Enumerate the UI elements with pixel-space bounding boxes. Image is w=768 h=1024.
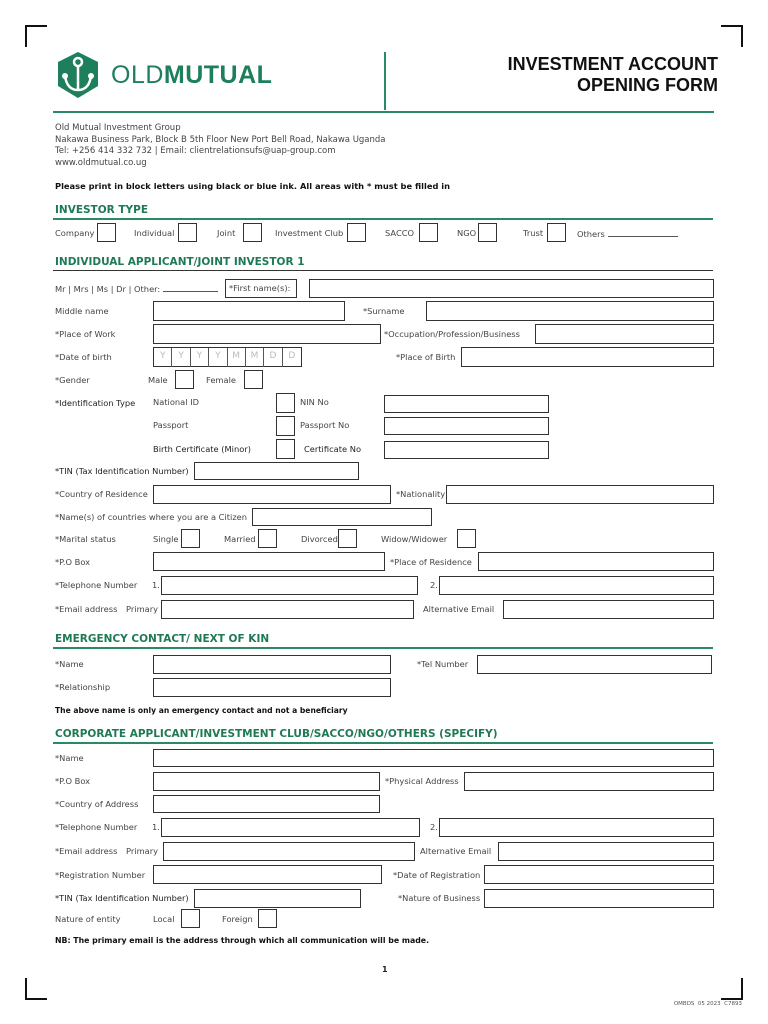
investor-type-label: Joint (217, 228, 236, 238)
investor-type-label: SACCO (385, 228, 415, 238)
tin-label: *TIN (Tax Identification Number) (55, 466, 189, 476)
gender-label: *Gender (55, 375, 90, 385)
physical-address-input[interactable] (464, 772, 714, 791)
corporate-telephone-2-input[interactable] (439, 818, 714, 837)
investor-type-label: NGO (457, 228, 477, 238)
citizen-countries-input[interactable] (252, 508, 432, 526)
place-of-residence-label: *Place of Residence (390, 557, 472, 567)
emergency-tel-input[interactable] (477, 655, 712, 674)
country-of-residence-input[interactable] (153, 485, 391, 504)
address-line: Tel: +256 414 332 732 | Email: clientrelationsufs@uap-group.com (55, 146, 336, 157)
others-underline[interactable] (608, 227, 678, 237)
registration-number-input[interactable] (153, 865, 382, 884)
checkbox-divorced[interactable] (338, 529, 357, 548)
occupation-input[interactable] (535, 324, 714, 344)
telephone-1-input[interactable] (161, 576, 418, 595)
registration-date-input[interactable] (484, 865, 714, 884)
checkbox-foreign[interactable] (258, 909, 277, 928)
marital-option-label: Divorced (301, 534, 338, 544)
passport-no-label: Passport No (300, 420, 350, 430)
dob-year-cell[interactable]: Y (172, 348, 190, 367)
marital-option-label: Widow/Widower (381, 534, 448, 544)
nationality-label: *Nationality (396, 489, 446, 499)
corporate-telephone-1-input[interactable] (161, 818, 420, 837)
corporate-name-input[interactable] (153, 749, 714, 767)
checkbox-widowed[interactable] (457, 529, 476, 548)
crop-mark-bottom-left (25, 978, 47, 1000)
first-name-label: *First name(s): (225, 279, 297, 298)
checkbox-female[interactable] (244, 370, 263, 389)
logo-text-mutual: MUTUAL (163, 60, 273, 89)
corporate-telephone-2-label: 2. (430, 822, 438, 832)
address-line: Nakawa Business Park, Block B 5th Floor New Port Bell Road, Nakawa Uganda (55, 134, 386, 145)
salutation-other-underline[interactable] (163, 282, 218, 292)
marital-option-label: Single (153, 534, 179, 544)
po-box-input[interactable] (153, 552, 385, 571)
nature-of-entity-label: Nature of entity (55, 914, 121, 924)
telephone-2-label: 2. (430, 580, 438, 590)
section-rule (53, 647, 713, 649)
passport-label: Passport (153, 420, 189, 430)
salutation-label: Mr | Mrs | Ms | Dr | Other: (55, 284, 161, 294)
certificate-no-input[interactable] (384, 441, 549, 459)
form-code: OMBDS 05 2023 C7893 (673, 1001, 742, 1007)
header-rule (53, 111, 714, 113)
corporate-po-box-label: *P.O Box (55, 776, 91, 786)
checkbox-married[interactable] (258, 529, 277, 548)
anchor-shield-icon (53, 50, 103, 100)
header-divider (384, 52, 386, 110)
telephone-1-label: 1. (152, 580, 160, 590)
corporate-alternative-email-label: Alternative Email (420, 846, 492, 856)
checkbox-male[interactable] (175, 370, 194, 389)
alternative-email-input[interactable] (503, 600, 714, 619)
marital-status-label: *Marital status (55, 534, 116, 544)
female-label: Female (206, 375, 236, 385)
first-name-input[interactable] (309, 279, 714, 298)
logo-text-old: OLD (111, 60, 164, 89)
dob-year-cell[interactable]: Y (209, 348, 227, 367)
middle-name-label: Middle name (55, 306, 109, 316)
telephone-2-input[interactable] (439, 576, 714, 595)
country-of-residence-label: *Country of Residence (55, 489, 148, 499)
checkbox-company[interactable] (97, 223, 116, 242)
dob-day-cell[interactable]: D (264, 348, 282, 367)
dob-label: *Date of birth (55, 352, 112, 362)
section-heading-corporate: CORPORATE APPLICANT/INVESTMENT CLUB/SACCO/NGO/OTHERS (SPECIFY) (55, 728, 498, 740)
primary-email-note: NB: The primary email is the address through which all communication will be made. (55, 936, 430, 945)
crop-mark-bottom-right (721, 978, 743, 1000)
place-of-work-label: *Place of Work (55, 329, 116, 339)
nature-of-business-input[interactable] (484, 889, 714, 908)
emergency-tel-label: *Tel Number (417, 659, 469, 669)
local-label: Local (153, 914, 175, 924)
nature-of-business-label: *Nature of Business (398, 893, 481, 903)
nin-no-label: NIN No (300, 397, 329, 407)
investor-type-label: Company (55, 228, 95, 238)
checkbox-birth-certificate[interactable] (276, 439, 295, 459)
section-rule (53, 742, 713, 744)
emergency-name-label: *Name (55, 659, 84, 669)
telephone-label: *Telephone Number (55, 580, 138, 590)
emergency-name-input[interactable] (153, 655, 391, 674)
alternative-email-label: Alternative Email (423, 604, 495, 614)
dob-month-cell[interactable]: M (228, 348, 246, 367)
corporate-alternative-email-input[interactable] (498, 842, 714, 861)
tin-input[interactable] (194, 462, 359, 480)
company-address (55, 123, 386, 169)
checkbox-individual[interactable] (178, 223, 197, 242)
passport-no-input[interactable] (384, 417, 549, 435)
occupation-label: *Occupation/Profession/Business (384, 329, 520, 339)
id-type-label: *Identification Type (55, 398, 136, 408)
old-mutual-logo (53, 50, 272, 100)
surname-input[interactable] (426, 301, 714, 321)
dob-year-cell[interactable]: Y (154, 348, 172, 367)
corporate-name-label: *Name (55, 753, 84, 763)
checkbox-ngo[interactable] (478, 223, 497, 242)
primary-email-label: Primary (126, 604, 159, 614)
checkbox-national-id[interactable] (276, 393, 295, 413)
corporate-primary-email-label: Primary (126, 846, 159, 856)
birth-certificate-label: Birth Certificate (Minor) (153, 444, 251, 454)
section-heading-individual: INDIVIDUAL APPLICANT/JOINT INVESTOR 1 (55, 256, 305, 268)
marital-option-label: Married (224, 534, 256, 544)
dob-day-cell[interactable]: D (288, 351, 296, 361)
male-label: Male (148, 375, 168, 385)
place-of-birth-input[interactable] (461, 347, 714, 367)
relationship-input[interactable] (153, 678, 391, 697)
crop-mark-top-left (25, 25, 47, 47)
crop-mark-top-right (721, 25, 743, 47)
corporate-telephone-1-label: 1. (152, 822, 160, 832)
surname-label: *Surname (363, 306, 405, 316)
corporate-telephone-label: *Telephone Number (55, 822, 138, 832)
investor-type-label: Trust (523, 228, 544, 238)
registration-number-label: *Registration Number (55, 870, 146, 880)
website-link[interactable]: www.oldmutual.co.ug (55, 157, 147, 168)
nin-no-input[interactable] (384, 395, 549, 413)
checkbox-passport[interactable] (276, 416, 295, 436)
po-box-label: *P.O Box (55, 557, 91, 567)
country-of-address-label: *Country of Address (55, 799, 139, 809)
salutation-field[interactable] (55, 282, 218, 295)
foreign-label: Foreign (222, 914, 253, 924)
nationality-input[interactable] (446, 485, 714, 504)
registration-date-label: *Date of Registration (393, 870, 481, 880)
place-of-birth-label: *Place of Birth (396, 352, 456, 362)
dob-month-cell[interactable]: M (246, 348, 264, 367)
dob-year-cell[interactable]: Y (191, 348, 209, 367)
section-heading-investor-type: INVESTOR TYPE (55, 204, 149, 216)
others-field[interactable] (577, 227, 678, 240)
checkbox-trust[interactable] (547, 223, 566, 242)
investor-type-label: Individual (134, 228, 175, 238)
title-line-2: OPENING FORM (576, 75, 718, 95)
national-id-label: National ID (153, 397, 200, 407)
title-line-1: INVESTMENT ACCOUNT (507, 54, 718, 74)
place-of-work-input[interactable] (153, 324, 381, 344)
checkbox-local[interactable] (181, 909, 200, 928)
dob-input[interactable] (153, 347, 302, 367)
certificate-no-label: Certificate No (304, 444, 362, 454)
address-line: Old Mutual Investment Group (55, 123, 181, 133)
corporate-primary-email-input[interactable] (163, 842, 415, 861)
checkbox-sacco[interactable] (419, 223, 438, 242)
country-of-address-input[interactable] (153, 795, 380, 813)
middle-name-input[interactable] (153, 301, 345, 321)
checkbox-investment-club[interactable] (347, 223, 366, 242)
corporate-email-label: *Email address (55, 846, 118, 856)
emergency-note: The above name is only an emergency contact and not a beneficiary (55, 706, 348, 715)
citizen-countries-label: *Name(s) of countries where you are a Citizen (55, 512, 248, 522)
investor-type-label: Investment Club (275, 228, 344, 238)
form-title (508, 54, 718, 96)
page-number: 1 (382, 965, 388, 974)
relationship-label: *Relationship (55, 682, 111, 692)
section-rule (53, 218, 713, 220)
checkbox-joint[interactable] (243, 223, 262, 242)
email-label: *Email address (55, 604, 118, 614)
corporate-tin-input[interactable] (194, 889, 361, 908)
primary-email-input[interactable] (161, 600, 414, 619)
corporate-po-box-input[interactable] (153, 772, 380, 791)
physical-address-label: *Physical Address (385, 776, 459, 786)
section-rule (53, 270, 713, 271)
instruction-text: Please print in block letters using black or blue ink. All areas with * must be filled in (55, 181, 451, 191)
place-of-residence-input[interactable] (478, 552, 714, 571)
corporate-tin-label: *TIN (Tax Identification Number) (55, 893, 189, 903)
others-label: Others (577, 229, 605, 239)
checkbox-single[interactable] (181, 529, 200, 548)
section-heading-emergency: EMERGENCY CONTACT/ NEXT OF KIN (55, 633, 270, 645)
